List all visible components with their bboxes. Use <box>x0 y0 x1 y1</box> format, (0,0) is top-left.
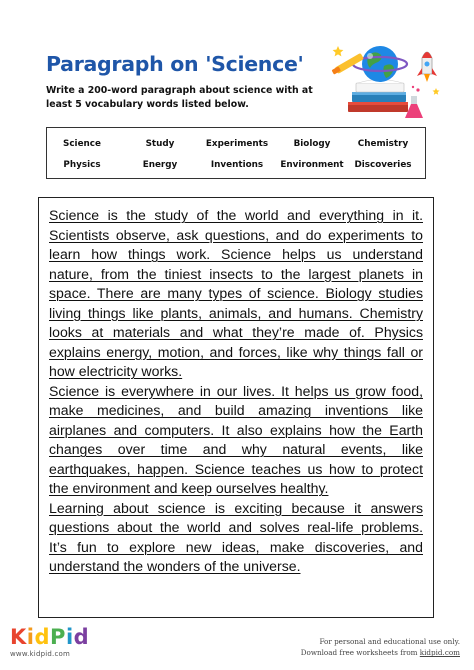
logo-letter: i <box>65 625 74 649</box>
vocab-word: Inventions <box>210 160 264 170</box>
logo-wordmark <box>10 626 89 648</box>
science-illustration <box>330 38 442 128</box>
paragraph-line: questions about the world and solves real-life problems. <box>49 519 423 535</box>
paragraph-line: Learning about science is exciting because it answers <box>49 499 423 516</box>
vocab-word: Energy <box>142 160 178 170</box>
vocab-word: Science <box>63 139 101 149</box>
paragraph-line: space. There are many types of science. Biology studies <box>49 285 423 301</box>
flask-icon <box>405 86 423 118</box>
footer-download-text <box>301 647 460 658</box>
page-title: Paragraph on 'Science' <box>46 52 304 76</box>
paragraph-line: make medicines, and build amazing inventions like <box>49 402 423 418</box>
footer-usage-text: For personal and educational use only. <box>319 637 460 646</box>
vocab-word: Biology <box>293 139 331 149</box>
paragraph-line: learn how things work. Science helps us understand <box>49 246 423 262</box>
logo-letter: d <box>73 625 90 649</box>
footer-download-prefix: Download free worksheets from <box>300 648 420 657</box>
paragraph-line: the environment and keep ourselves healthy. <box>49 480 329 496</box>
paragraph-line: earthquakes, happen. Science teaches us how to protect <box>49 460 423 477</box>
telescope-icon <box>332 53 364 75</box>
vocab-word: Study <box>145 139 175 149</box>
logo-letter: P <box>50 625 66 649</box>
books-icon <box>348 80 408 113</box>
paragraph-line: how electricity works. <box>49 363 183 379</box>
logo-url: www.kidpid.com <box>10 650 71 658</box>
logo-letter: d <box>34 625 51 649</box>
logo-letter: K <box>10 625 27 649</box>
paragraph-line: It’s fun to explore new ideas, make discoveries, and <box>49 538 423 555</box>
vocab-word: Discoveries <box>354 160 412 170</box>
vocab-word: Environment <box>280 160 344 170</box>
paragraph-line: explains energy, motion, and forces, like why things fall or <box>49 343 423 360</box>
globe-icon <box>353 46 407 82</box>
logo-letter: i <box>26 625 35 649</box>
paragraph-line: looks at materials and what they’re made of. Physics <box>49 324 423 340</box>
kidpid-logo <box>10 626 89 659</box>
paragraph-line: living things like plants, animals, and humans. Chemistry <box>49 304 423 321</box>
paragraph-line: nature, from the tiniest insects to the largest planets in <box>49 265 423 282</box>
footer-note <box>301 636 460 658</box>
instructions-text: Write a 200-word paragraph about science with at least 5 vocabulary words listed below. <box>46 85 313 110</box>
paragraph-text <box>49 206 423 577</box>
paragraph-line: Science is everywhere in our lives. It helps us grow food, <box>49 382 423 399</box>
paragraph-line: airplanes and computers. It also explains how the Earth <box>49 421 423 438</box>
paragraph-line: understand the wonders of the universe. <box>49 558 301 574</box>
vocabulary-box <box>46 127 426 179</box>
paragraph-line: changes over time and why natural events, like <box>49 441 423 457</box>
vocab-word: Chemistry <box>357 139 409 149</box>
rocket-icon <box>417 52 437 82</box>
vocab-word: Experiments <box>205 139 269 149</box>
footer-link[interactable]: kidpid.com <box>419 648 460 657</box>
paragraph-line: Science is the study of the world and everything in it. <box>49 207 423 223</box>
paragraph-line: Scientists observe, ask questions, and do experiments to <box>49 226 423 243</box>
paragraph-box <box>38 197 434 618</box>
vocab-word: Physics <box>63 160 101 170</box>
